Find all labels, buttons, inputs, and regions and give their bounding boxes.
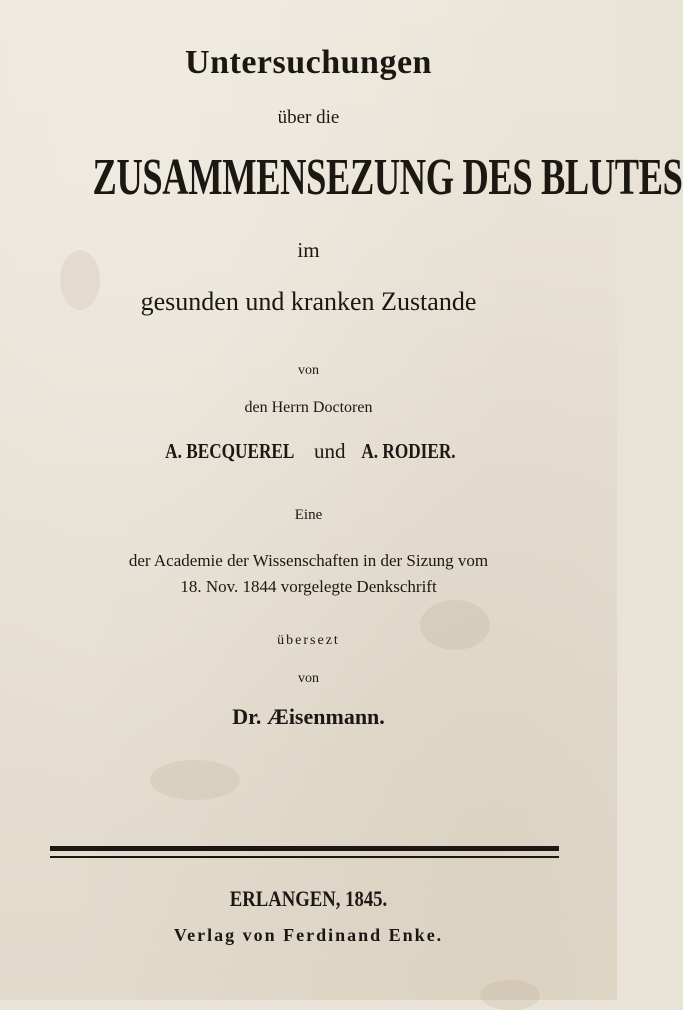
authors-line [0, 441, 617, 462]
imprint-place: ERLANGEN, 1845. [229, 886, 388, 911]
rule-thick [50, 846, 559, 851]
title-line-zustande: gesunden und kranken Zustande [140, 287, 477, 316]
memoir-line-date: 18. Nov. 1844 vorgelegte Denkschrift [180, 577, 437, 596]
main-title: ZUSAMMENSEZUNG DES BLUTES [92, 149, 683, 206]
memoir-line-academie: der Academie der Wissenschaften in der Sizung vom [128, 551, 489, 570]
by-line: von [298, 363, 319, 378]
rule-thin [50, 856, 559, 858]
foxing-stain [480, 980, 540, 1010]
translated-by: von [298, 671, 319, 686]
imprint-publisher: Verlag von Ferdinand Enke. [173, 925, 444, 945]
foxing-stain [150, 760, 240, 800]
translated-label: übersezt [277, 633, 340, 648]
memoir-intro: Eine [294, 507, 323, 523]
author-rodier: A. RODIER. [361, 439, 456, 463]
title-line-untersuchungen: Untersuchungen [185, 44, 432, 81]
authors-intro: den Herrn Doctoren [244, 399, 373, 416]
author-becquerel: A. BECQUEREL [165, 439, 295, 463]
author-conjunction: und [308, 439, 351, 463]
title-line-ueber-die: über die [277, 107, 340, 128]
title-line-im: im [297, 238, 320, 262]
translator-name: Dr. Æisenmann. [232, 704, 385, 729]
